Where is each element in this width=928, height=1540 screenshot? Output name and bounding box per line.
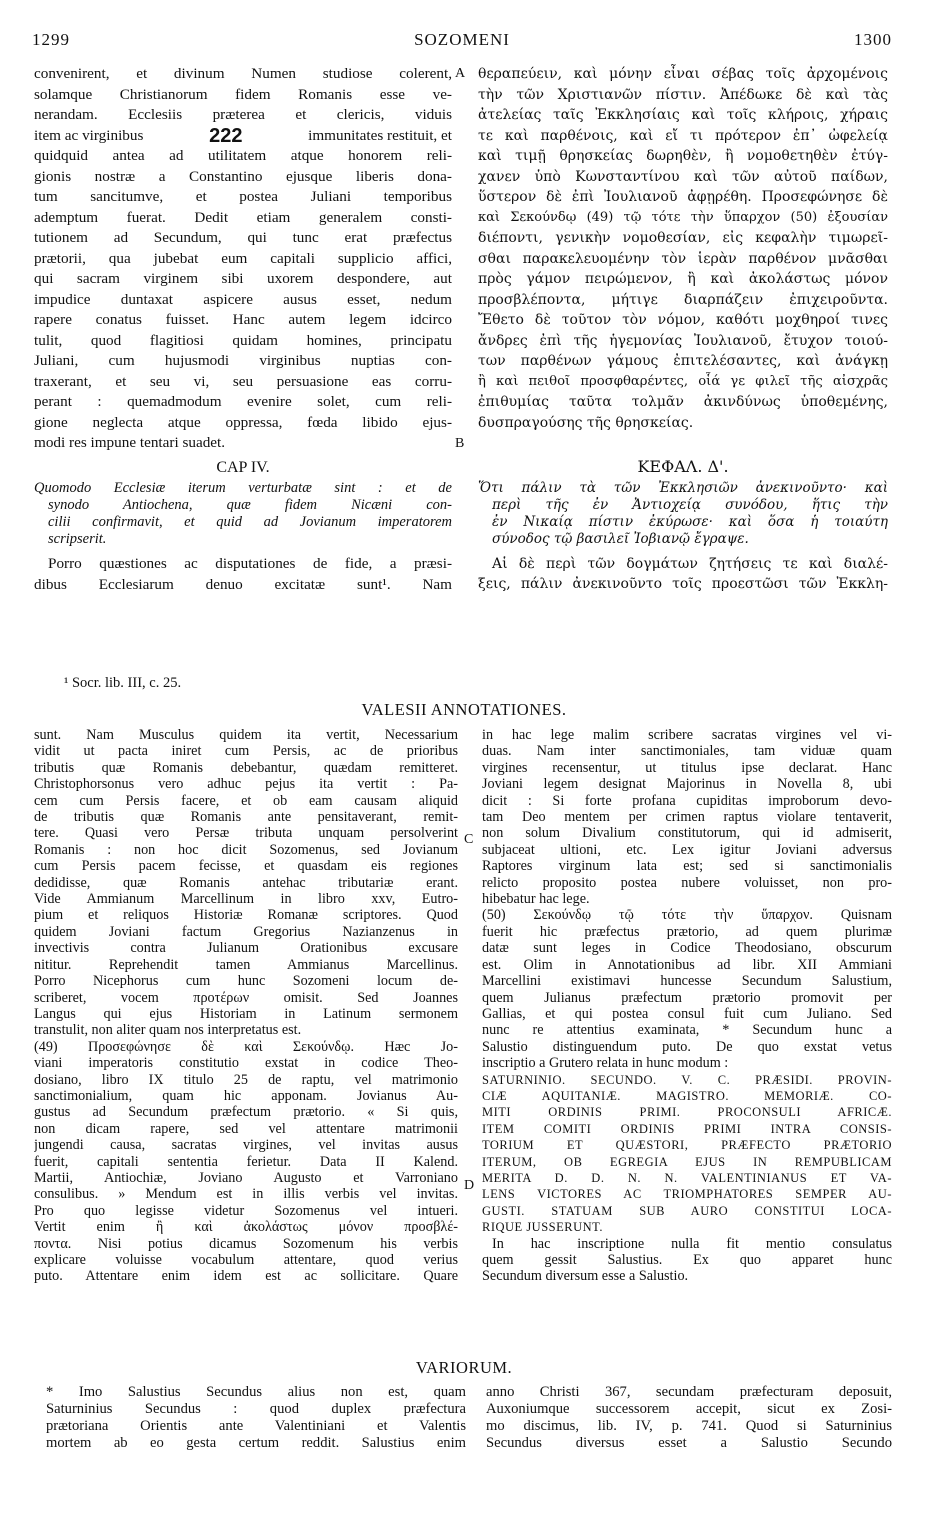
latin-line: convenirent, et divinum Numen studiose colerent,	[34, 65, 452, 82]
inscription-line: GUSTI. STATUAM SUB AURO CONSTITUI LOCA-	[482, 1203, 892, 1218]
annotation-line: tere. Quasi vero Persæ tributa unquam persolverint	[34, 825, 458, 842]
annotation-line: cem cum Persis facere, et ob eam causam aliquid	[34, 792, 458, 809]
latin-line: impudice duntaxat aspicere ausus esset, nedum	[34, 290, 452, 308]
chapter-number: 222	[209, 125, 243, 146]
latin-line: dibus Ecclesiarum denuo excitatæ sunt¹. Nam	[34, 575, 452, 593]
annotation-line: fuerit hic præfectus prætorio, ad quem plurimæ	[482, 923, 892, 940]
greek-line: προσβλέποντα, μήτιγε διαρπάζειν ἐπιχειροῦντα.	[478, 291, 888, 308]
annotation-line: Gallias, et qui postea consul fuit cum Juliano. Sed	[482, 1005, 892, 1022]
annotation-line: hibebatur hac lege.	[482, 891, 590, 908]
inscription-line: MERITA D. D. N. N. VALENTINIANUS ET VA-	[482, 1170, 892, 1185]
latin-line: gionis nostræ a Constantino ejusque liberis dona-	[34, 167, 452, 185]
variorum-left-column	[46, 1384, 466, 1452]
margin-letter-c: C	[464, 832, 474, 847]
latin-line: Porro quæstiones ac disputationes de fide, a præsi-	[48, 555, 452, 572]
summary-line: Quomodo Ecclesiæ iterum verturbatæ sint : et de	[34, 480, 452, 496]
annotation-line: relicto proposito postea nubere voluisset, non pro-	[482, 874, 892, 891]
annotation-line: quem gessit Salustius. Ex quo apparet hunc	[482, 1252, 892, 1268]
annotations-left-column	[34, 727, 458, 1285]
latin-line: solamque Christianorum fidem Romanis esse ve-	[34, 85, 452, 103]
annotation-line: ποντα. Nisi potius dicamus Sozomenum his verbis	[34, 1235, 458, 1252]
latin-line: tutionem ad Secundum, qui tunc erat præfectus	[34, 229, 452, 246]
annotation-line: cum Persis pacem fecisse, et quasdam eis regiones	[34, 858, 458, 875]
greek-line: πρὸς γάμον πειρώμενον, ἢ καὶ ἀκολάστως μόνον	[478, 271, 888, 287]
annotation-line: Langus qui ejus Historiam in Latinum sermonem	[34, 1005, 458, 1022]
annotation-line: Porro Nicephorus cum hunc Sozomeni locum de-	[34, 973, 458, 990]
greek-line: διέποντι, γενικὴν νομοθεσίαν, εἰς κεφαλὴν τιμωρεῖ-	[478, 230, 888, 246]
latin-line: rapere conatus fuisset. Hanc autem legem idcirco	[34, 311, 452, 328]
latin-text-column	[34, 64, 452, 595]
annotation-line: datæ sunt leges in Codice Theodosiano, obscurum	[482, 940, 892, 957]
inscription-line: RIQUE JUSSERUNT.	[482, 1220, 603, 1235]
greek-line: Ἔθετο δὲ τοῦτον τὸν νόμον, καθότι μοχθηροί τινες	[478, 312, 888, 328]
annotation-line: (50) Σεκούνδῳ τῷ τότε τὴν ὕπαρχον. Quisnam	[482, 907, 892, 924]
annotation-line: explicare voluisse vocabulum attentare, quod verius	[34, 1252, 458, 1268]
annotation-line: scriberet, vocem προτέρων omisit. Sed Joannes	[34, 989, 458, 1006]
annotation-line: Christophorsonus vero adhuc pejus ita vertit : Pa-	[34, 776, 458, 793]
variorum-line: prætoriana Orientis ante Valentiniani et Valentis	[46, 1418, 466, 1434]
annotation-line: sanctimonialium, quam hic apponam. Jovianus Au-	[34, 1087, 458, 1104]
variorum-line: Saturninius Secundus : quod duplex præfectura	[46, 1401, 466, 1417]
annotation-line: dedidisse, quæ Romanis antehac tributariæ erant.	[34, 874, 458, 891]
annotation-line: quem Julianus præfectum prætorio promovit per	[482, 989, 892, 1006]
variorum-line: Auxoniumque successorem accepit, sicut ex Zosi-	[486, 1401, 892, 1417]
page-number-left: 1299	[32, 30, 70, 49]
greek-chapter-summary	[478, 480, 888, 548]
inscription-line: LENS VICTORES AC TRIOMPHATORES SEMPER AU-	[482, 1187, 892, 1202]
running-header	[32, 30, 892, 58]
annotation-line: sunt. Nam Musculus quidem ita vertit, Necessarium	[34, 727, 458, 743]
annotation-line: Marcellini existimavi huncesse Secundum Salustium,	[482, 973, 892, 990]
annotation-line: Raptores virginum lata est; sed si sanctimonialis	[482, 858, 892, 875]
inscription-line: TORIUM ET QUÆSTORI, PRÆFECTO PRÆTORIO	[482, 1138, 892, 1153]
annotation-line: invectivis contra Julianum Orationibus excusare	[34, 940, 458, 957]
annotation-line: non solum Divalium constitutorum, qui id admiserit,	[482, 825, 892, 842]
annotation-line: inscriptio a Grutero relata in hunc modum :	[482, 1055, 729, 1072]
variorum-right-column	[486, 1384, 892, 1452]
annotation-line: consulibus. » Mendum est in illis verbis vel invitas.	[34, 1186, 458, 1203]
summary-line: σύνοδος τῷ βασιλεῖ Ἰοβιανῷ ἔγραψε.	[492, 530, 749, 547]
latin-line-with-number	[34, 126, 452, 147]
annotation-line: Secundum diversum esse a Salustio.	[482, 1268, 689, 1285]
annotation-line: transtulit, non aliter quam nos interpretatus est.	[34, 1022, 302, 1039]
variorum-line: mortem ab eo gesta certum reddit. Salustius enim	[46, 1435, 466, 1451]
latin-line: tum sancitumve, et postea Juliani temporibus	[34, 188, 452, 205]
greek-line: των παρθένων γάμους ἐπιτελέσαντες, καὶ ἀνάγκῃ	[478, 353, 888, 369]
annotation-line: Joviani legem designat Majorinus in Novella 8, ubi	[482, 776, 892, 793]
latin-line: ademptum fuerat. Dedit etiam generalem consti-	[34, 208, 452, 226]
annotation-line: Martii, Antiochiæ, Joviano Augusto et Varroniano	[34, 1169, 458, 1186]
latin-line: gione neglecta atque oppressa, fœda libido ejus-	[34, 413, 452, 431]
annotation-line: de tributis quæ Romanis ante pensitaverant, remit-	[34, 809, 458, 826]
annotations-right-column	[482, 727, 892, 1285]
annotation-line: Romanis : non hoc dicit Sozomenus, sed Jovianum	[34, 841, 458, 858]
annotation-line: puto. Attentare enim idem est ac sollicitare. Quare	[34, 1268, 458, 1285]
greek-text-column	[478, 64, 888, 595]
variorum-line: * Imo Salustius Secundus alius non est, quam	[46, 1384, 466, 1400]
summary-line: cilii confirmavit, et quid ad Jovianum imperatorem	[48, 514, 452, 530]
summary-line: περὶ τῆς ἐν Ἀντιοχείᾳ συνόδου, ἥτις τὴν	[492, 496, 888, 513]
summary-line: synodo Antiochena, quæ fidem Nicæni con-	[48, 497, 452, 513]
annotation-line: in hac lege malim scribere sacratas virgines vel vi-	[482, 727, 892, 743]
latin-line: perant : quemadmodum evenire solet, cum reli-	[34, 393, 452, 410]
greek-line: καὶ Σεκούνδῳ (49) τῷ τότε τὴν ὕπαρχον (50) ἐξουσίαν	[478, 209, 888, 225]
variorum-line: anno Christi 367, secundam præfecturam deposuit,	[486, 1384, 892, 1400]
annotations-heading: VALESII ANNOTATIONES.	[361, 700, 567, 719]
annotation-line: Salustio distinguendum puto. De quo exstat vetus	[482, 1038, 892, 1055]
margin-letter-b: B	[455, 436, 465, 451]
greek-line: ἄνδρες ἐπὶ τῆς ἡγεμονίας Ἰουλιανοῦ, ἔτυχον τοιού-	[478, 332, 888, 349]
annotation-line: dosiano, libro IX titulo 25 de raptu, vel matrimonio	[34, 1071, 458, 1088]
greek-line: καὶ τιμῇ θρησκείας δωρηθὲν, ἢ νομοθετηθὲν ἐτύγ-	[478, 148, 888, 164]
latin-line: nerandam. Ecclesiis præterea et clericis, viduis	[34, 106, 452, 123]
page-number-right: 1300	[854, 30, 892, 49]
footnote: ¹ Socr. lib. III, c. 25.	[64, 675, 182, 691]
latin-line: prætorii, qua jubebat eum capitali supplicio affici,	[34, 249, 452, 267]
inscription-line: ITERUM, OB EGREGIA EJUS IN REMPUBLICAM	[482, 1154, 892, 1169]
annotation-line: tam Deo mentem per crimen raptus violare tentaverit,	[482, 809, 892, 826]
inscription-line: SATURNINIO. SECUNDO. V. C. PRÆSIDI. PROVIN-	[482, 1072, 892, 1087]
greek-chapter-heading: ΚΕΦΑΛ. Δ'.	[637, 457, 729, 476]
margin-letter-d: D	[464, 1178, 475, 1193]
annotation-line: non dicam rapere, sed vel attentare matrimonii	[34, 1120, 458, 1137]
annotation-line: Vide Ammianum Marcellinum in libro xxv, Eutro-	[34, 891, 458, 908]
latin-chapter-heading: CAP IV.	[216, 458, 270, 476]
variorum-line: Secundus diversus esset a Salustio Secundo	[486, 1435, 892, 1451]
summary-line: scripserit.	[48, 531, 107, 547]
inscription-line: ITEM COMITI ORDINIS PRIMI INTRA CONSIS-	[482, 1121, 892, 1136]
greek-line: ξεις, πάλιν ἀνεκινοῦντο τοῖς προεστῶσι τῶν Ἐκκλη-	[478, 576, 888, 592]
latin-line: Juliani, cum hujusmodi virginibus nuptias con-	[34, 352, 452, 369]
annotation-line: In hac inscriptione nulla fit mentio consulatus	[492, 1235, 892, 1252]
greek-line: ὕστερον δὲ ἐπὶ Ἰουλιανοῦ ἀφῃρέθη. Προσεφώνησε δὲ	[478, 189, 888, 205]
latin-line: immunitates restituit, et	[308, 126, 452, 144]
annotation-line: Vertit enim ἢ καὶ ἀκολάστως μόνον προσβλέ-	[34, 1219, 458, 1236]
latin-line: quidquid antea ad utilitatem atque honorem reli-	[34, 147, 452, 164]
variorum-heading: VARIORUM.	[415, 1358, 513, 1377]
annotation-line: viani imperatoris constitutio exstat in codice Theo-	[34, 1055, 458, 1072]
annotation-line: Pro quo legisse videtur Sozomenus vel intueri.	[34, 1202, 458, 1219]
latin-chapter-summary	[34, 480, 452, 548]
margin-letter-a: A	[455, 66, 466, 81]
latin-line: modi res impune tentari suadet.	[34, 434, 226, 451]
annotation-line: est. Olim in Annotationibus ad libr. XII Ammiani	[482, 956, 892, 973]
annotation-line: quidem Joviani factum Gregorius Nazianzenus in	[34, 923, 458, 940]
greek-line: τε καὶ παρθένοις, καὶ εἴ τι πρότερον ἐπ᾽ ὠφελείᾳ	[478, 127, 888, 144]
greek-line: ἐπιθυμίας ταῦτα τολμᾶν ἀκινδύνως ὑποθεμένης,	[478, 394, 888, 410]
annotation-line: jungendi causa, sacratas virgines, vel invitas ausus	[34, 1137, 458, 1154]
greek-line: θεραπεύειν, καὶ μόνην εἶναι σέβας τοῖς ἀρχομένοις	[478, 66, 888, 82]
annotation-line: fuerit, capitali sententia ferietur. Data II Kalend.	[34, 1153, 458, 1170]
annotation-line: subjaceat ultioni, etc. Lex igitur Joviani adversus	[482, 841, 892, 858]
summary-line: Ὅτι πάλιν τὰ τῶν Ἐκκλησιῶν ἀνεκινοῦντο· καὶ	[478, 479, 888, 496]
annotation-line: nititur. Reprehendit tamen Ammianus Marcellinus.	[34, 956, 458, 973]
annotation-line: dicit : Si forte profana cupiditas improborum devo-	[482, 792, 892, 809]
running-title: SOZOMENI	[414, 30, 510, 49]
latin-line: tulit, quod flagitiosi quidam homines, principatu	[34, 331, 452, 349]
annotation-line: nunc re attentius examinata, * Secundum hunc a	[482, 1022, 892, 1039]
greek-line: χανεν ὑπὸ Κωνσταντίνου καὶ τῶν αὐτοῦ παίδων,	[478, 168, 888, 185]
annotation-line: (49) Προσεφώνησε δὲ καὶ Σεκούνδῳ. Hæc Jo-	[34, 1038, 458, 1055]
annotation-line: duas. Nam inter sanctimoniales, tam viduæ quam	[482, 743, 892, 760]
annotation-line: tributis quæ Romanis debebantur, quædam remitteret.	[34, 759, 458, 776]
variorum-line: mo discimus, lib. IV, p. 741. Quod si Saturninius	[486, 1418, 892, 1434]
summary-line: ἐν Νικαίᾳ πίστιν ἐκύρωσε· καὶ ὅσα ἡ τοιαύτη	[492, 513, 888, 530]
greek-line: σθαι παρακελευομένην τὸν ἱερὰν παρθένον μνᾶσθαι	[478, 250, 888, 267]
greek-line: Αἱ δὲ περὶ τῶν δογμάτων ζητήσεις τε καὶ διαλέ-	[492, 555, 888, 572]
inscription-line: CIÆ AQUITANIÆ. MAGISTRO. MEMORIÆ. CO-	[482, 1088, 892, 1103]
annotation-line: vidit ut pacta iniret cum Persis, ac de prioribus	[34, 743, 458, 760]
greek-line: ἀτελείας ταῖς Ἐκκλησίαις καὶ τοῖς κλήροις, χήραις	[478, 107, 888, 123]
annotation-line: pium et reliquos Historiæ Romanæ scriptores. Quod	[34, 907, 458, 924]
greek-line: ἢ καὶ πειθοῖ προσφθαρέντες, οἷά γε φιλεῖ τῆς αἰσχρᾶς	[478, 373, 888, 389]
annotation-line: gustus ad Secundum præfectum prætorio. « Si quis,	[34, 1104, 458, 1121]
inscription-line: MITI ORDINIS PRIMI. PROCONSULI AFRICÆ.	[482, 1105, 892, 1120]
latin-line: traxerant, et seu vi, seu persuasione eas corru-	[34, 372, 452, 390]
greek-line: δυσπραγούσης τῆς θρησκείας.	[478, 414, 694, 431]
latin-line: qui sacram virginem sibi uxorem despondere, aut	[34, 270, 452, 287]
annotation-line: virgines recensentur, ut titulus ipse declarat. Hanc	[482, 759, 892, 776]
latin-line: item ac virginibus	[34, 126, 144, 144]
greek-line: τὴν τῶν Χριστιανῶν πίστιν. Ἀπέδωκε δὲ καὶ τὰς	[478, 86, 888, 103]
